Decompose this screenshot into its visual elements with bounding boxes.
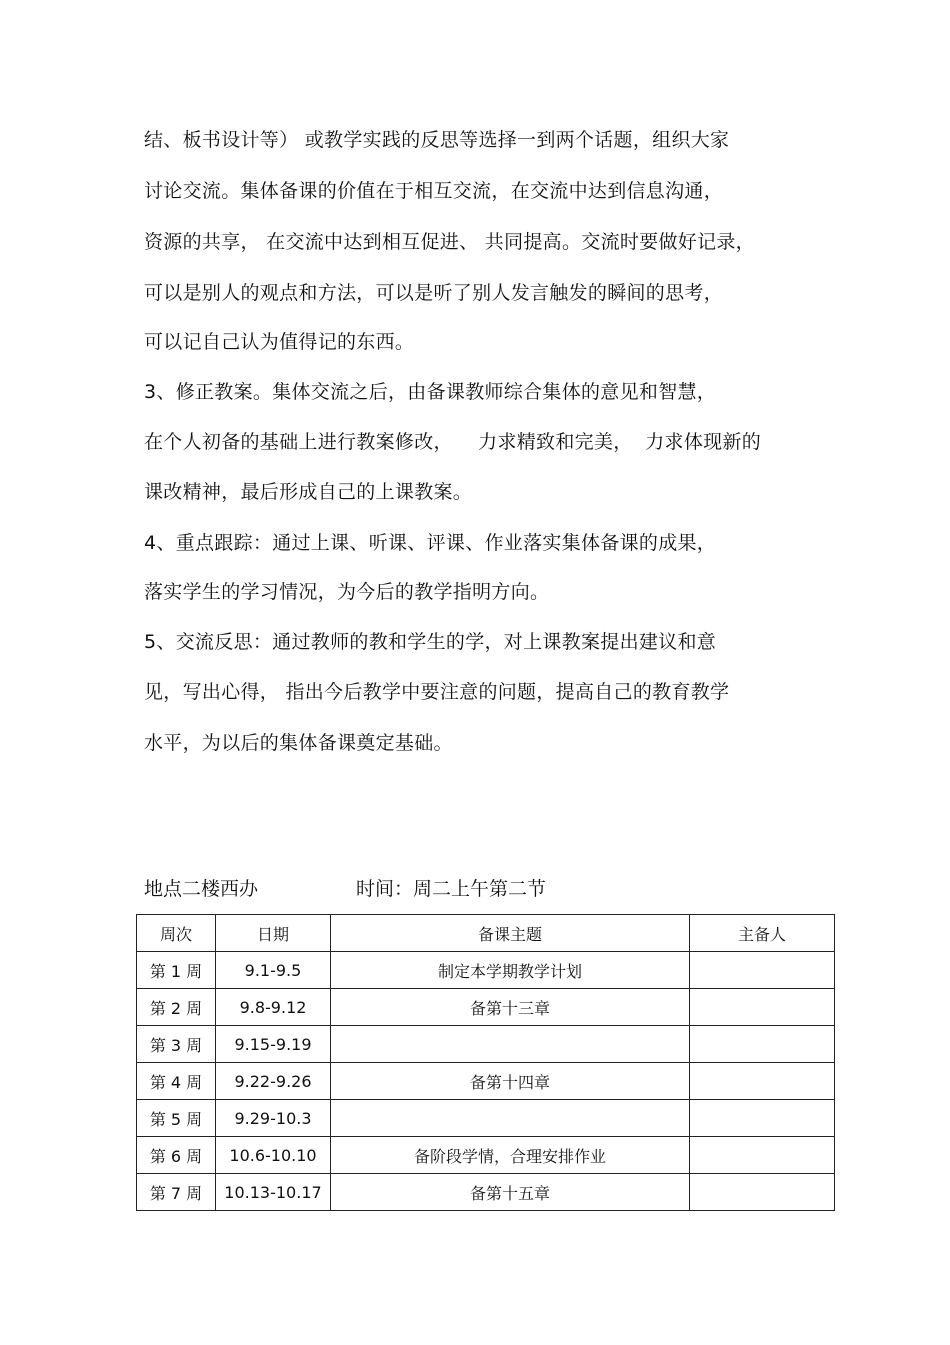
lead-cell <box>690 1174 835 1211</box>
date-cell: 9.22-9.26 <box>216 1063 331 1100</box>
paragraph-line: 水平，为以后的集体备课奠定基础。 <box>144 732 453 754</box>
paragraph-line: 可以记自己认为值得记的东西。 <box>144 331 415 353</box>
week-cell: 第 3 周 <box>137 1026 216 1063</box>
week-cell: 第 6 周 <box>137 1137 216 1174</box>
table-row <box>137 1063 835 1100</box>
table-row <box>137 1100 835 1137</box>
lead-cell <box>690 1137 835 1174</box>
table-header-row <box>137 915 835 952</box>
paragraph-line: 5、交流反思：通过教师的教和学生的学，对上课教案提出建议和意 <box>144 631 717 653</box>
paragraph-line: 在个人初备的基础上进行教案修改， 力求精致和完美， 力求体现新的 <box>144 431 762 453</box>
paragraph-line: 资源的共享， 在交流中达到相互促进、 共同提高。交流时要做好记录， <box>144 231 755 253</box>
table-row <box>137 952 835 989</box>
lead-cell <box>690 952 835 989</box>
paragraph-line: 见，写出心得， 指出今后教学中要注意的问题，提高自己的教育教学 <box>144 681 730 703</box>
paragraph-line: 落实学生的学习情况，为今后的教学指明方向。 <box>144 581 550 603</box>
time-label: 时间：周二上午第二节 <box>356 878 547 900</box>
paragraph-line: 课改精神，最后形成自己的上课教案。 <box>144 481 473 503</box>
lead-cell <box>690 1026 835 1063</box>
week-cell: 第 5 周 <box>137 1100 216 1137</box>
date-cell: 9.29-10.3 <box>216 1100 331 1137</box>
date-cell: 9.1-9.5 <box>216 952 331 989</box>
lead-cell <box>690 989 835 1026</box>
schedule-table <box>136 914 835 1211</box>
topic-cell: 备第十五章 <box>331 1174 690 1211</box>
week-cell: 第 7 周 <box>137 1174 216 1211</box>
paragraph-line: 3、修正教案。集体交流之后，由备课教师综合集体的意见和智慧， <box>144 381 717 403</box>
date-cell: 10.13-10.17 <box>216 1174 331 1211</box>
table-row <box>137 1137 835 1174</box>
topic-cell <box>331 1026 690 1063</box>
paragraph-line: 4、重点跟踪：通过上课、听课、评课、作业落实集体备课的成果， <box>144 532 717 554</box>
topic-cell: 备第十三章 <box>331 989 690 1026</box>
location-label: 地点二楼西办 <box>144 878 259 900</box>
table-row <box>137 1026 835 1063</box>
topic-cell: 备阶段学情，合理安排作业 <box>331 1137 690 1174</box>
column-header-week: 周次 <box>137 915 216 952</box>
week-cell: 第 1 周 <box>137 952 216 989</box>
paragraph-line: 可以是别人的观点和方法，可以是听了别人发言触发的瞬间的思考， <box>144 282 724 304</box>
paragraph-line: 讨论交流。集体备课的价值在于相互交流，在交流中达到信息沟通， <box>144 180 724 202</box>
column-header-lead: 主备人 <box>690 915 835 952</box>
topic-cell: 制定本学期教学计划 <box>331 952 690 989</box>
topic-cell <box>331 1100 690 1137</box>
lead-cell <box>690 1100 835 1137</box>
lead-cell <box>690 1063 835 1100</box>
week-cell: 第 4 周 <box>137 1063 216 1100</box>
date-cell: 9.8-9.12 <box>216 989 331 1026</box>
table-row <box>137 989 835 1026</box>
date-cell: 9.15-9.19 <box>216 1026 331 1063</box>
topic-cell: 备第十四章 <box>331 1063 690 1100</box>
week-cell: 第 2 周 <box>137 989 216 1026</box>
column-header-topic: 备课主题 <box>331 915 690 952</box>
column-header-date: 日期 <box>216 915 331 952</box>
date-cell: 10.6-10.10 <box>216 1137 331 1174</box>
table-row <box>137 1174 835 1211</box>
paragraph-line: 结、板书设计等） 或教学实践的反思等选择一到两个话题，组织大家 <box>144 129 730 151</box>
